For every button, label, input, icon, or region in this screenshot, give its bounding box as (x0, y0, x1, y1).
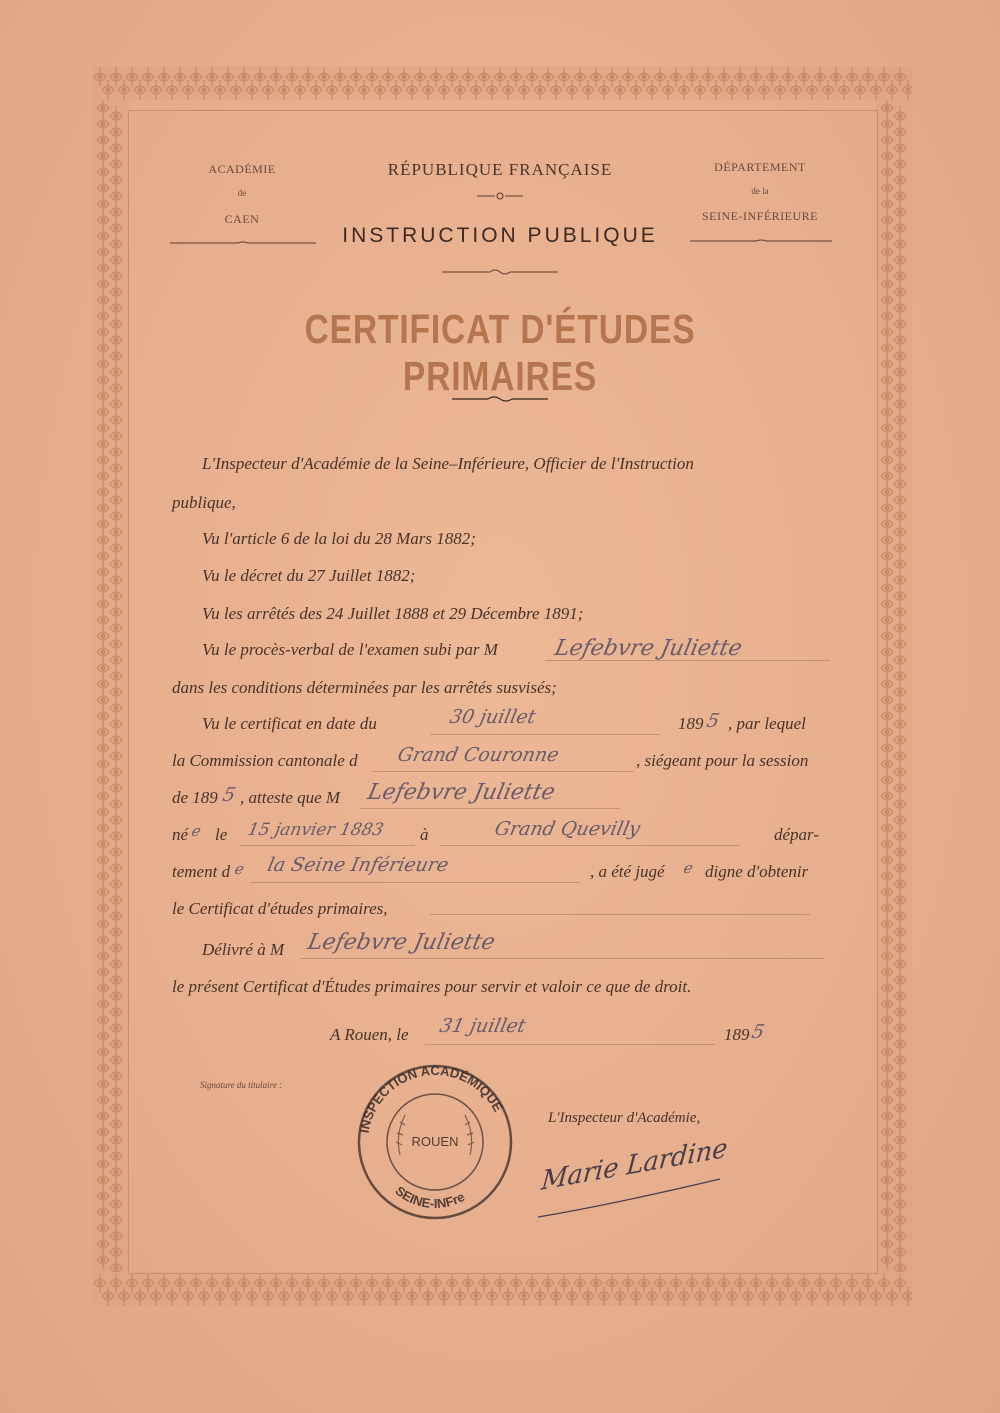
handwritten-sign-date: 31 juillet (437, 1015, 528, 1037)
academie-city: CAEN (224, 212, 260, 226)
fill-line-birth-place (440, 845, 740, 846)
body-line-arretes: Vu les arrêtés des 24 Juillet 1888 et 29 Décembre 1891; (202, 604, 584, 623)
academie-de: de (237, 188, 247, 198)
body-le: le (215, 825, 228, 844)
body-commission: la Commission cantonale d (172, 751, 358, 770)
handwritten-name2: Lefebvre Juliette (365, 780, 558, 805)
body-line-inspecteur: L'Inspecteur d'Académie de la Seine–Inférieure, Officier de l'Instruction (202, 454, 694, 473)
academie-label: ACADÉMIE (208, 162, 276, 176)
fill-line-name3 (300, 958, 825, 959)
handwritten-dept: la Seine Inférieure (265, 854, 451, 876)
svg-text:SEINE-INFre (392, 1183, 467, 1211)
seal-center-text: ROUEN (411, 1134, 459, 1149)
handwritten-birth-e: e (190, 822, 203, 840)
seal-bottom-text: SEINE-INFre (392, 1182, 468, 1212)
handwritten-sign-year: 5 (749, 1021, 767, 1043)
departement-underline (688, 236, 834, 246)
signature-titulaire-label: Signature du titulaire : (200, 1080, 283, 1090)
handwritten-session-year: 5 (220, 784, 238, 806)
body-present-certificat: le présent Certificat d'Études primaires pour servir et valoir ce que de droit. (172, 977, 692, 996)
body-siegeant: , siégeant pour la session (636, 751, 809, 770)
fill-line-sign-date (425, 1044, 715, 1045)
handwritten-date1: 30 juillet (447, 706, 538, 728)
body-sign-year-prefix: 189 (724, 1025, 750, 1044)
ornament-border-left (92, 100, 128, 1272)
body-line-decret: Vu le décret du 27 Juillet 1882; (202, 566, 416, 585)
handwritten-birth-place: Grand Quevilly (492, 818, 643, 840)
body-tement: tement d (172, 862, 231, 881)
academic-seal (350, 1060, 520, 1220)
departement-de: de la (751, 186, 769, 196)
fill-line-date1 (430, 734, 660, 735)
handwritten-birth-date: 15 janvier 1883 (245, 820, 386, 840)
body-digne: digne d'obtenir (705, 862, 809, 881)
body-line-certificat-date: Vu le certificat en date du (202, 714, 377, 733)
handwritten-dept-prefix: e (233, 860, 246, 878)
body-a-rouen: A Rouen, le (330, 1025, 409, 1044)
body-line-conditions: dans les conditions déterminées par les arrêtés susvisés; (172, 678, 557, 697)
academie-underline (168, 238, 318, 248)
body-line-publique: publique, (172, 493, 236, 512)
ornament-border-right (876, 100, 912, 1272)
fill-line-canton (372, 771, 634, 772)
fill-line-dept (250, 882, 580, 883)
body-line-article: Vu l'article 6 de la loi du 28 Mars 1882; (202, 529, 476, 548)
departement-name: SEINE-INFÉRIEURE (702, 209, 818, 223)
header-divider (440, 267, 560, 277)
handwritten-name3: Lefebvre Juliette (305, 930, 498, 955)
fill-line-birth-date (240, 845, 415, 846)
handwritten-canton: Grand Couronne (395, 744, 561, 766)
inspecteur-label: L'Inspecteur d'Académie, (548, 1110, 701, 1126)
seal-top-text: INSPECTION ACADÉMIQUE (356, 1062, 506, 1135)
inspector-signature: Marie Lardine (540, 1133, 729, 1197)
body-atteste: , atteste que M (240, 788, 341, 807)
body-ne: né (172, 825, 189, 844)
body-line-proces-verbal: Vu le procès-verbal de l'examen subi par M (202, 640, 498, 659)
signature-flourish (530, 1175, 730, 1225)
svg-text:INSPECTION ACADÉMIQUE (357, 1063, 506, 1134)
fill-line-name2 (360, 808, 620, 809)
body-a: à (420, 825, 429, 844)
instruction-publique-heading: INSTRUCTION PUBLIQUE (342, 224, 658, 247)
body-delivre: Délivré à M (202, 940, 285, 959)
ornament-border-bottom (92, 1272, 912, 1306)
body-certificat-etudes: le Certificat d'études primaires, (172, 899, 388, 918)
republic-heading: RÉPUBLIQUE FRANÇAISE (387, 160, 613, 179)
body-juge: , a été jugé (590, 862, 665, 881)
body-par-lequel: , par lequel (728, 714, 806, 733)
handwritten-year1: 5 (704, 710, 722, 732)
republic-ornament (475, 190, 525, 202)
ornament-border-top (92, 66, 912, 100)
departement-label: DÉPARTEMENT (714, 160, 806, 174)
body-departement: dépar- (774, 825, 819, 844)
body-session-year: de 189 (172, 788, 218, 807)
certificate-title: CERTIFICAT D'ÉTUDES PRIMAIRES (304, 306, 696, 399)
handwritten-name1: Lefebvre Juliette (552, 636, 745, 661)
body-year-prefix1: 189 (678, 714, 704, 733)
fill-line-blank (430, 914, 810, 915)
handwritten-judged-e: e (682, 859, 695, 877)
title-divider (450, 394, 550, 404)
